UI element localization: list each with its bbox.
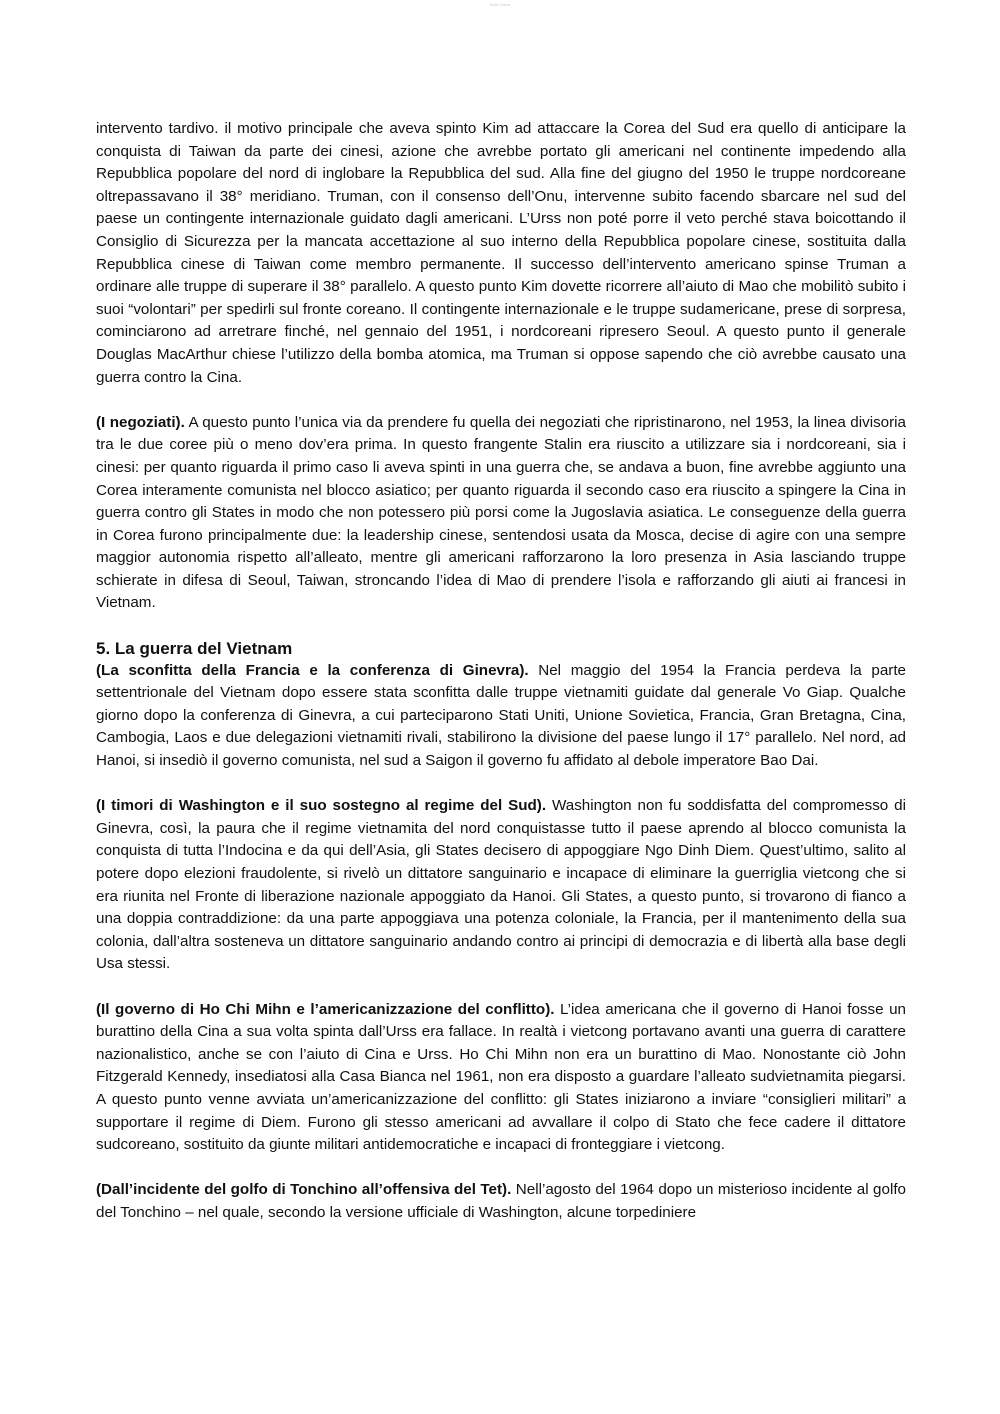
section-heading: 5. La guerra del Vietnam [96,638,293,658]
paragraph-gap [96,389,906,412]
paragraph-lead: (I timori di Washington e il suo sostegno al regime del Sud). [96,797,547,815]
paragraph-text: Washington non fu soddisfatta del compromesso di Ginevra, così, la paura che il regime vietnamita del nord conquistasse tutto il paese aprendo al blocco comunista la conquista di tutta l’Indocina e da qui dell’Asia, gli States decisero di appoggiare Ngo Dinh Diem. Quest’ultimo, salito al potere dopo elezioni fraudolente, si rivelò un dittatore sanguinario e incapace di eliminare la guerriglia vietcong che si era riunita nel Fronte di liberazione nazionale appoggiato da Hanoi. Gli States, a questo punto, si trovarono di fianco a una doppia contraddizione: da una parte appoggiava una potenza coloniale, la Francia, per il mantenimento della sua colonia, dall’altra sosteneva un dittatore sanguinario andando contro ai principi di democrazia e di libertà alla base degli Usa stessi. [96,797,906,973]
paragraph-korean-war: intervento tardivo. il motivo principale che aveva spinto Kim ad attaccare la Corea del Sud era quello di anticipare la conquista di Taiwan da parte dei cinesi, azione che avrebbe portato gli americani nel continente impedendo alla Repubblica popolare del nord di inglobare la Repubblica del sud. Alla fine del giugno del 1950 le truppe nordcoreane oltrepassavano il 38° meridiano. Truman, con il consenso dell’Onu, intervenne subito facendo sbarcare nel sud del paese un contingente internazionale guidato dagli americani. L’Urss non poté porre il veto perché stava boicottando il Consiglio di Sicurezza per la mancata accettazione al suo interno della Repubblica popolare cinese, sostituita dalla Repubblica cinese di Taiwan come membro permanente. Il successo dell’intervento americano spinse Truman a ordinare alle truppe di superare il 38° parallelo. A questo punto Kim dovette ricorrere all’aiuto di Mao che mobilitò subito i suoi “volontari” per spedirli sul fronte coreano. Il contingente internazionale e le truppe sudamericane, prese di sorpresa, cominciarono ad arretrare finché, nel gennaio del 1951, i nordcoreani ripresero Seoul. A questo punto il generale Douglas MacArthur chiese l’utilizzo della bomba atomica, ma Truman si oppose sapendo che ciò avrebbe causato una guerra contro la Cina. [96,120,906,386]
paragraph-text: Nel maggio del 1954 la Francia perdeva la parte settentrionale del Vietnam dopo essere stata sconfitta dalle truppe vietnamiti guidate dal generale Vo Giap. Qualche giorno dopo la conferenza di Ginevra, a cui parteciparono Stati Uniti, Unione Sovietica, Francia, Gran Bretagna, Cina, Cambogia, Laos e due delegazioni vietnamiti rivali, stabilirono la divisione del paese lungo il 17° parallelo. Nel nord, ad Hanoi, si insediò il governo comunista, nel sud a Saigon il governo fu affidato al debole imperatore Bao Dai. [96,661,906,770]
paragraph-lead: (Il governo di Ho Chi Mihn e l’americanizzazione del conflitto). [96,1000,555,1018]
paragraph-gap [96,976,906,999]
paragraph-text: A questo punto l’unica via da prendere fu quella dei negoziati che ripristinarono, nel 1953, la linea divisoria tra le due coree più o meno dov’era prima. In questo frangente Stalin era riuscito a utilizzare sia i nordcoreani, sia i cinesi: per quanto riguarda il primo caso li aveva spinti in una guerra che, se andava a buon, fine avrebbe aggiunto una Corea interamente comunista nel blocco asiatico; per quanto riguarda il secondo caso era riuscito a spingere la Cina in guerra contro gli States in modo che non potessero più porsi come la Jugoslavia asiatica. Le conseguenze della guerra in Corea furono principalmente due: la leadership cinese, sentendosi usata da Mosca, decise di agire con una sempre maggior autonomia rispetto all’alleato, mentre gli americani rafforzarono la loro presenza in Asia lasciando truppe schierate in difesa di Seoul, Taiwan, stroncando l’idea di Mao di prendere l’isola e rafforzando gli aiuti ai francesi in Vietnam. [96,413,906,612]
paragraph-gap [96,615,906,638]
paragraph-tonkin-tet [96,1179,906,1224]
document-body [96,118,906,1225]
paragraph-gap [96,773,906,796]
paragraph-lead: (Dall’incidente del golfo di Tonchino all’offensiva del Tet). [96,1181,512,1199]
paragraph-negotiations [96,412,906,615]
paragraph-text: L’idea americana che il governo di Hanoi fosse un burattino della Cina a sua volta spinta dall’Urss era fallace. In realtà i vietcong portavano avanti una guerra di carattere nazionalistico, anche se con l’aiuto di Cina e Urss. Ho Chi Mihn non era un burattino di Mao. Nonostante ciò John Fitzgerald Kennedy, insediatosi alla Casa Bianca nel 1961, non era disposto a guardare l’alleato sudvietnamita piegarsi. A questo punto venne avviata un’americanizzazione del conflitto: gli States iniziarono a inviare “consiglieri militari” a supportare il regime di Diem. Furono gli stesso americani ad avvallare il colpo di Stato che fece cadere il dittatore sudcoreano, sostituito da giunte militari antidemocratiche e incapaci di fronteggiare i vietcong. [96,1000,906,1154]
paragraph-lead: (I negoziati). [96,413,185,431]
paragraph-gap [96,1157,906,1180]
paragraph-france-defeat [96,660,906,773]
header-watermark: Note Libere [489,2,511,7]
paragraph-ho-chi-minh [96,999,906,1157]
paragraph-washington-fears [96,795,906,976]
paragraph-text: Nell’agosto del 1964 dopo un misterioso incidente al golfo del Tonchino – nel quale, secondo la versione ufficiale di Washington, alcune torpediniere [96,1181,906,1221]
paragraph-lead: (La sconfitta della Francia e la conferenza di Ginevra). [96,661,529,679]
